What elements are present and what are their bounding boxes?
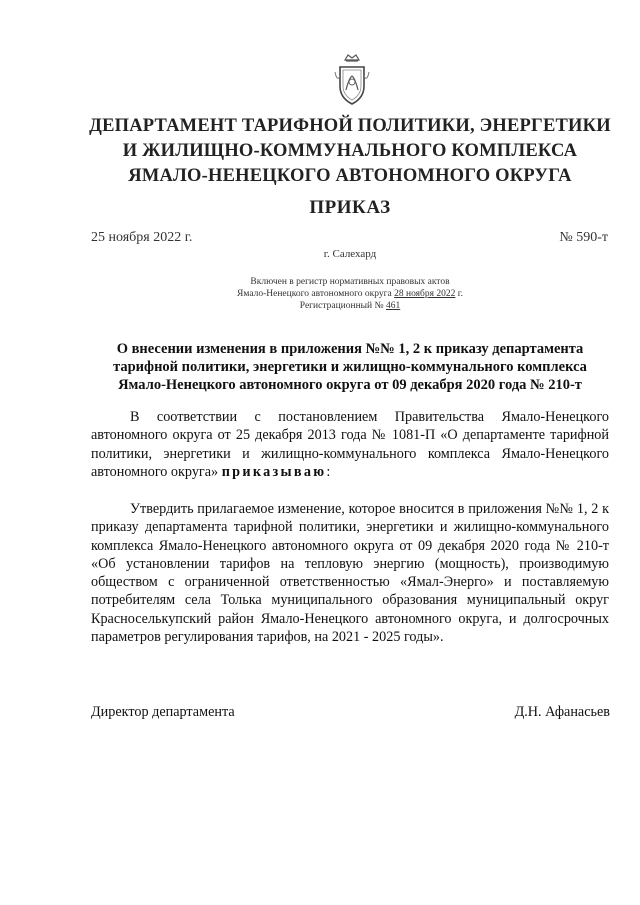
registry-number: 461 <box>385 301 401 311</box>
document-city: г. Салехард <box>323 248 377 260</box>
preamble-paragraph <box>91 408 609 481</box>
preamble-end: : <box>326 463 331 480</box>
document-type: ПРИКАЗ <box>309 197 391 218</box>
signatory-name: Д.Н. Афанасьев <box>514 704 610 720</box>
department-line-1: ДЕПАРТАМЕНТ ТАРИФНОЙ ПОЛИТИКИ, ЭНЕРГЕТИКИ <box>89 116 611 136</box>
command-word: приказываю <box>221 463 327 480</box>
document-number: № 590-т <box>559 230 608 245</box>
preamble-text: В соответствии с постановлением Правительства Ямало-Ненецкого автономного округа от 25 декабря 2013 года № 1081-П «О департаменте тарифной политики, энергетики и жилищно-коммунального комплекса Ямало-Ненецкого автономного округа» <box>91 409 609 480</box>
registry-number-label: Регистрационный № <box>299 301 386 311</box>
coat-of-arms-emblem <box>331 52 373 108</box>
registry-date-suffix: г. <box>455 289 463 299</box>
department-line-3: ЯМАЛО-НЕНЕЦКОГО АВТОНОМНОГО ОКРУГА <box>128 166 572 186</box>
operative-paragraph: Утвердить прилагаемое изменение, которое вносится в приложения №№ 1, 2 к приказу департамента тарифной политики, энергетики и жилищно-коммунального комплекса Ямало-Ненецкого автономного округа от 09 декабря 2020 года № 210-т «Об установлении тарифов на тепловую энергию (мощность), производимую обществом с ограниченной ответственностью «Ямал-Энерго» и поставляемую потребителям села Толька муниципального образования муниципальный округ Красноселькупский район Ямало-Ненецкого автономного округа, и долгосрочных параметров регулирования тарифов, на 2021 - 2025 годы». <box>91 501 609 646</box>
order-heading: О внесении изменения в приложения №№ 1, 2 к приказу департамента тарифной политики, энергетики и жилищно-коммунального комплекса Ямало-Ненецкого автономного округа от 09 декабря 2020 года № 210-т <box>113 341 587 393</box>
registry-line-3 <box>0 300 640 312</box>
department-name <box>40 114 640 189</box>
registry-line-2 <box>0 288 640 300</box>
department-line-2: И ЖИЛИЩНО-КОММУНАЛЬНОГО КОМПЛЕКСА <box>122 141 578 161</box>
registry-line-1: Включен в регистр нормативных правовых актов <box>250 277 450 287</box>
registry-region: Ямало-Ненецкого автономного округа <box>237 289 395 299</box>
signatory-position: Директор департамента <box>91 704 235 720</box>
registry-stamp <box>0 276 640 312</box>
registry-date: 28 ноября 2022 <box>394 289 456 299</box>
document-date: 25 ноября 2022 г. <box>91 230 193 245</box>
